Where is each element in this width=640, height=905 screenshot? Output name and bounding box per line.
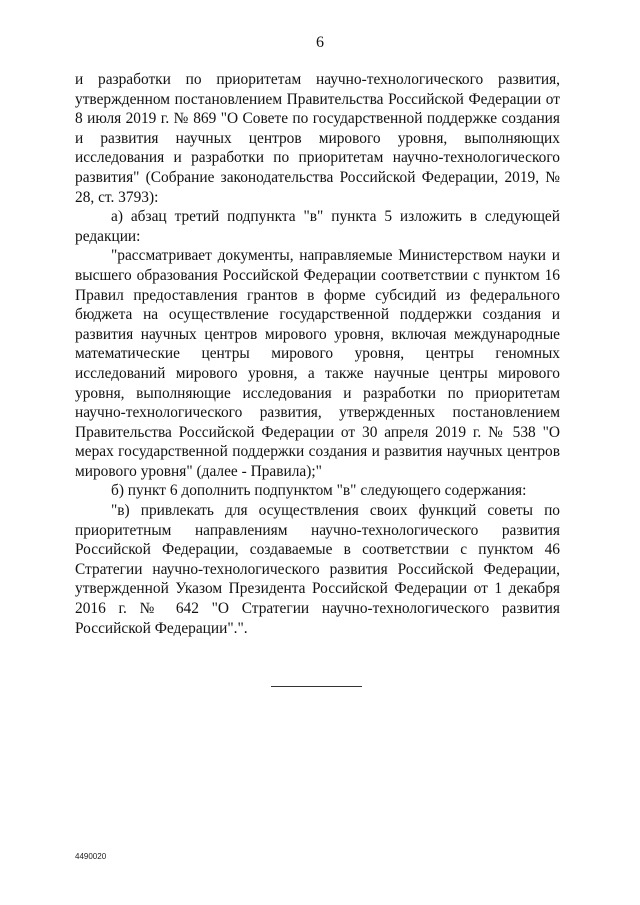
paragraph-quote-a: "рассматривает документы, направляемые Министерством науки и высшего образования Российской Федерации соответствии с пунктом 16 Правил предоставления грантов в форме субсидий из федерального бюджета на осуществление государственной поддержки создания и развития научных центров мирового уровня, включая международные математические центры мирового уровня, центры геномных исследований мирового уровня, а также научные центры мирового уровня, выполняющие исследования и разработки по приоритетам научно-технологического развития, утвержденных постановлением Правительства Российской Федерации от 30 апреля 2019 г. № 538 "О мерах государственной поддержки создания и развития научных центров мирового уровня" (далее - Правила);" [75,247,560,480]
end-divider [271,686,362,687]
paragraph-quote-b: "в) привлекать для осуществления своих функций советы по приоритетным направлениям научно-технологического развития Российской Федерации, создаваемые в соответствии с пунктом 46 Стратегии научно-технологического развития Российской Федерации, утвержденной Указом Президента Российской Федерации от 1 декабря 2016 г. № 642 "О Стратегии научно-технологического развития Российской Федерации".". [75,502,560,637]
document-body [75,70,560,638]
paragraph-item-a: а) абзац третий подпункта "в" пункта 5 изложить в следующей редакции: [75,208,560,245]
document-code: 4490020 [75,852,107,861]
page-number: 6 [316,34,324,51]
paragraph-item-b: б) пункт 6 дополнить подпунктом "в" следующего содержания: [111,482,527,500]
paragraph-continuation: и разработки по приоритетам научно-технологического развития, утвержденном постановлением Правительства Российской Федерации от 8 июля 2019 г. № 869 "О Совете по государственной поддержке создания и развития научных центров мирового уровня, выполняющих исследования и разработки по приоритетам научно-технологического развития" (Собрание законодательства Российской Федерации, 2019, № 28, ст. 3793): [75,71,560,206]
